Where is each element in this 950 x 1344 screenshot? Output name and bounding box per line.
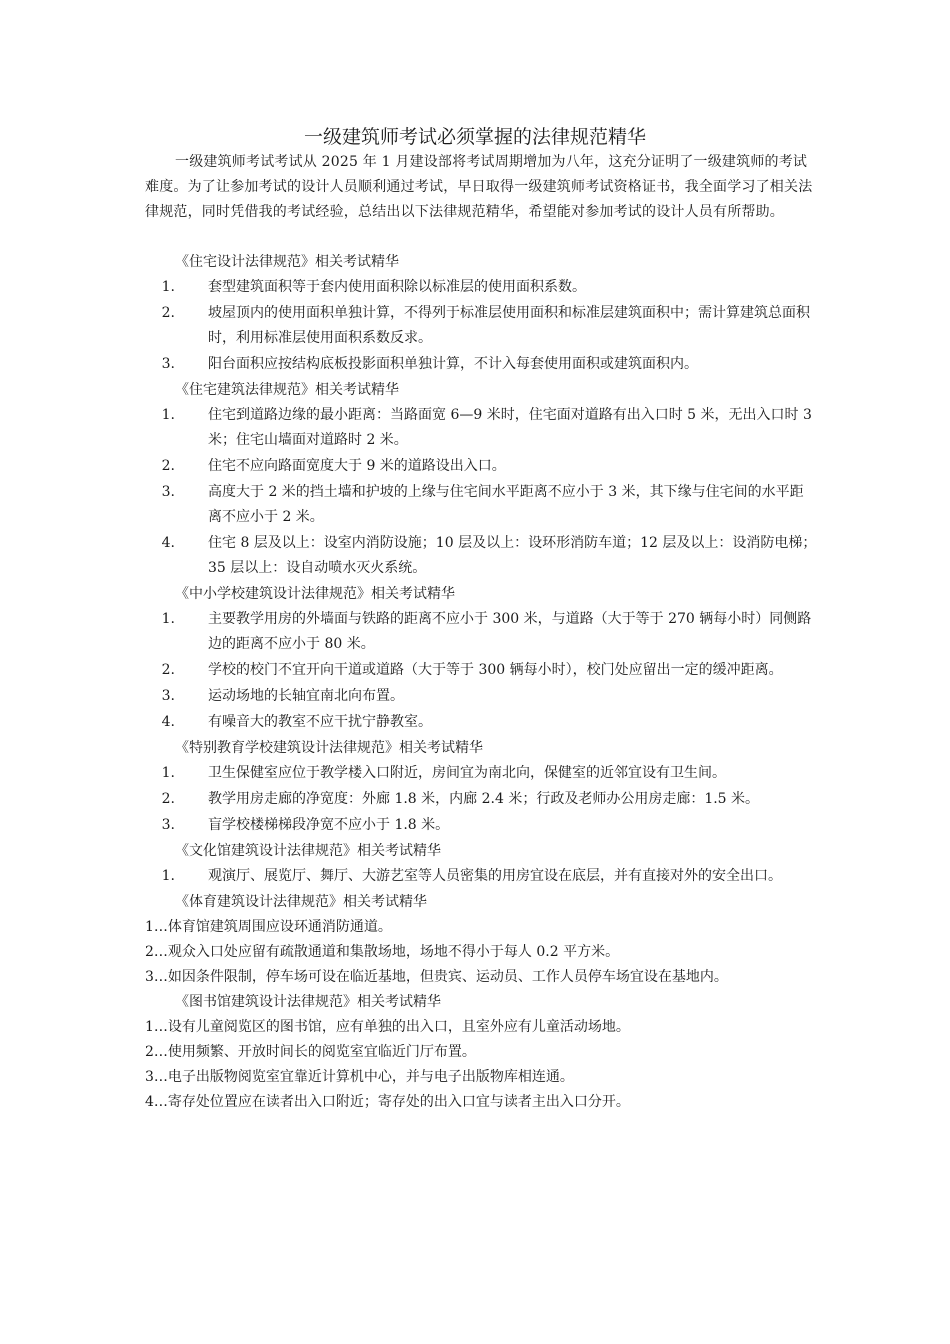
item-number: 4. [161, 535, 175, 551]
item-text: 有噪音大的教室不应干扰宁静教室。 [208, 714, 432, 730]
section-heading: 《图书馆建筑设计法律规范》相关考试精华 [175, 994, 441, 1010]
item-text: 主要教学用房的外墙面与铁路的距离不应小于 300 米，与道路（大于等于 270 辆每小时）同侧路边的距离不应小于 80 米。 [208, 611, 812, 652]
list-item: 3…电子出版物阅览室宜靠近计算机中心，并与电子出版物库相连通。 [145, 1069, 574, 1085]
section-list [145, 761, 817, 838]
list-item: 4…寄存处位置应在读者出入口附近；寄存处的出入口宜与读者主出入口分开。 [145, 1094, 630, 1110]
item-text: 学校的校门不宜开向干道或道路（大于等于 300 辆每小时），校门处应留出一定的缓冲距离。 [208, 662, 783, 678]
section-heading: 《住宅设计法律规范》相关考试精华 [175, 254, 399, 270]
list-item [145, 403, 817, 453]
item-text: 教学用房走廊的净宽度：外廊 1.8 米，内廊 2.4 米；行政及老师办公用房走廊：1.5 米。 [208, 791, 760, 807]
item-number: 2. [161, 458, 175, 474]
list-item [145, 710, 817, 735]
list-item [145, 684, 817, 709]
item-number: 1. [161, 868, 175, 884]
item-number: 1. [161, 765, 175, 781]
list-item [145, 275, 817, 300]
sections-container [145, 250, 817, 1115]
list-item [145, 480, 817, 530]
item-number: 3. [161, 484, 175, 500]
item-number: 3. [161, 356, 175, 372]
item-text: 盲学校楼梯梯段净宽不应小于 1.8 米。 [208, 817, 450, 833]
item-number: 2. [161, 305, 175, 321]
item-text: 坡屋顶内的使用面积单独计算，不得列于标准层使用面积和标准层建筑面积中；需计算建筑总面积时，利用标准层使用面积系数反求。 [208, 305, 810, 346]
item-number: 2. [161, 662, 175, 678]
list-item [145, 301, 817, 351]
item-text: 住宅不应向路面宽度大于 9 米的道路设出入口。 [208, 458, 506, 474]
list-item: 3…如因条件限制，停车场可设在临近基地，但贵宾、运动员、工作人员停车场宜设在基地内。 [145, 969, 728, 985]
list-item [145, 864, 817, 889]
item-text: 住宅到道路边缘的最小距离：当路面宽 6—9 米时，住宅面对道路有出入口时 5 米，无出入口时 3 米；住宅山墙面对道路时 2 米。 [208, 407, 812, 448]
item-number: 3. [161, 817, 175, 833]
section-list [145, 864, 817, 889]
item-number: 4. [161, 714, 175, 730]
list-item [145, 607, 817, 657]
item-text: 套型建筑面积等于套内使用面积除以标准层的使用面积系数。 [208, 279, 586, 295]
document-title: 一级建筑师考试必须掌握的法律规范精华 [303, 126, 646, 148]
list-item [145, 454, 817, 479]
section-heading: 《中小学校建筑设计法律规范》相关考试精华 [175, 586, 455, 602]
section-list [145, 275, 817, 377]
item-number: 1. [161, 611, 175, 627]
list-item [145, 531, 817, 581]
section-heading: 《住宅建筑法律规范》相关考试精华 [175, 382, 399, 398]
item-text: 阳台面积应按结构底板投影面积单独计算，不计入每套使用面积或建筑面积内。 [208, 356, 698, 372]
section-list [145, 1015, 817, 1115]
list-item [145, 787, 817, 812]
item-text: 住宅 8 层及以上：设室内消防设施；10 层及以上：设环形消防车道；12 层及以上：设消防电梯；35 层以上：设自动喷水灭火系统。 [208, 535, 817, 576]
item-text: 高度大于 2 米的挡土墙和护坡的上缘与住宅间水平距离不应小于 3 米，其下缘与住宅间的水平距离不应小于 2 米。 [208, 484, 804, 525]
list-item: 2…使用频繁、开放时间长的阅览室宜临近门厅布置。 [145, 1044, 476, 1060]
list-item: 1…设有儿童阅览区的图书馆，应有单独的出入口，且室外应有儿童活动场地。 [145, 1019, 630, 1035]
section-list [145, 403, 817, 581]
list-item [145, 352, 817, 377]
list-item [145, 658, 817, 683]
item-text: 卫生保健室应位于教学楼入口附近，房间宜为南北向，保健室的近邻宜设有卫生间。 [208, 765, 726, 781]
list-item [145, 761, 817, 786]
section-heading: 《体育建筑设计法律规范》相关考试精华 [175, 894, 427, 910]
item-text: 运动场地的长轴宜南北向布置。 [208, 688, 404, 704]
list-item [145, 813, 817, 838]
item-number: 1. [161, 279, 175, 295]
section-heading: 《文化馆建筑设计法律规范》相关考试精华 [175, 843, 441, 859]
section-list [145, 607, 817, 735]
item-number: 1. [161, 407, 175, 423]
list-item: 1…体育馆建筑周围应设环通消防通道。 [145, 919, 392, 935]
item-text: 观演厅、展览厅、舞厅、大游艺室等人员密集的用房宜设在底层，并有直接对外的安全出口。 [208, 868, 782, 884]
list-item: 2…观众入口处应留有疏散通道和集散场地，场地不得小于每人 0.2 平方米。 [145, 944, 620, 960]
item-number: 2. [161, 791, 175, 807]
intro-paragraph: 一级建筑师考试考试从 2025 年 1 月建设部将考试周期增加为八年，这充分证明了一级建筑师的考试难度。为了让参加考试的设计人员顺利通过考试，早日取得一级建筑师考试资格证书，我全面学习了相关法律规范，同时凭借我的考试经验，总结出以下法律规范精华，希望能对参加考试的设计人员有所帮助。 [145, 154, 813, 220]
item-number: 3. [161, 688, 175, 704]
section-list [145, 915, 817, 990]
section-heading: 《特别教育学校建筑设计法律规范》相关考试精华 [175, 740, 483, 756]
